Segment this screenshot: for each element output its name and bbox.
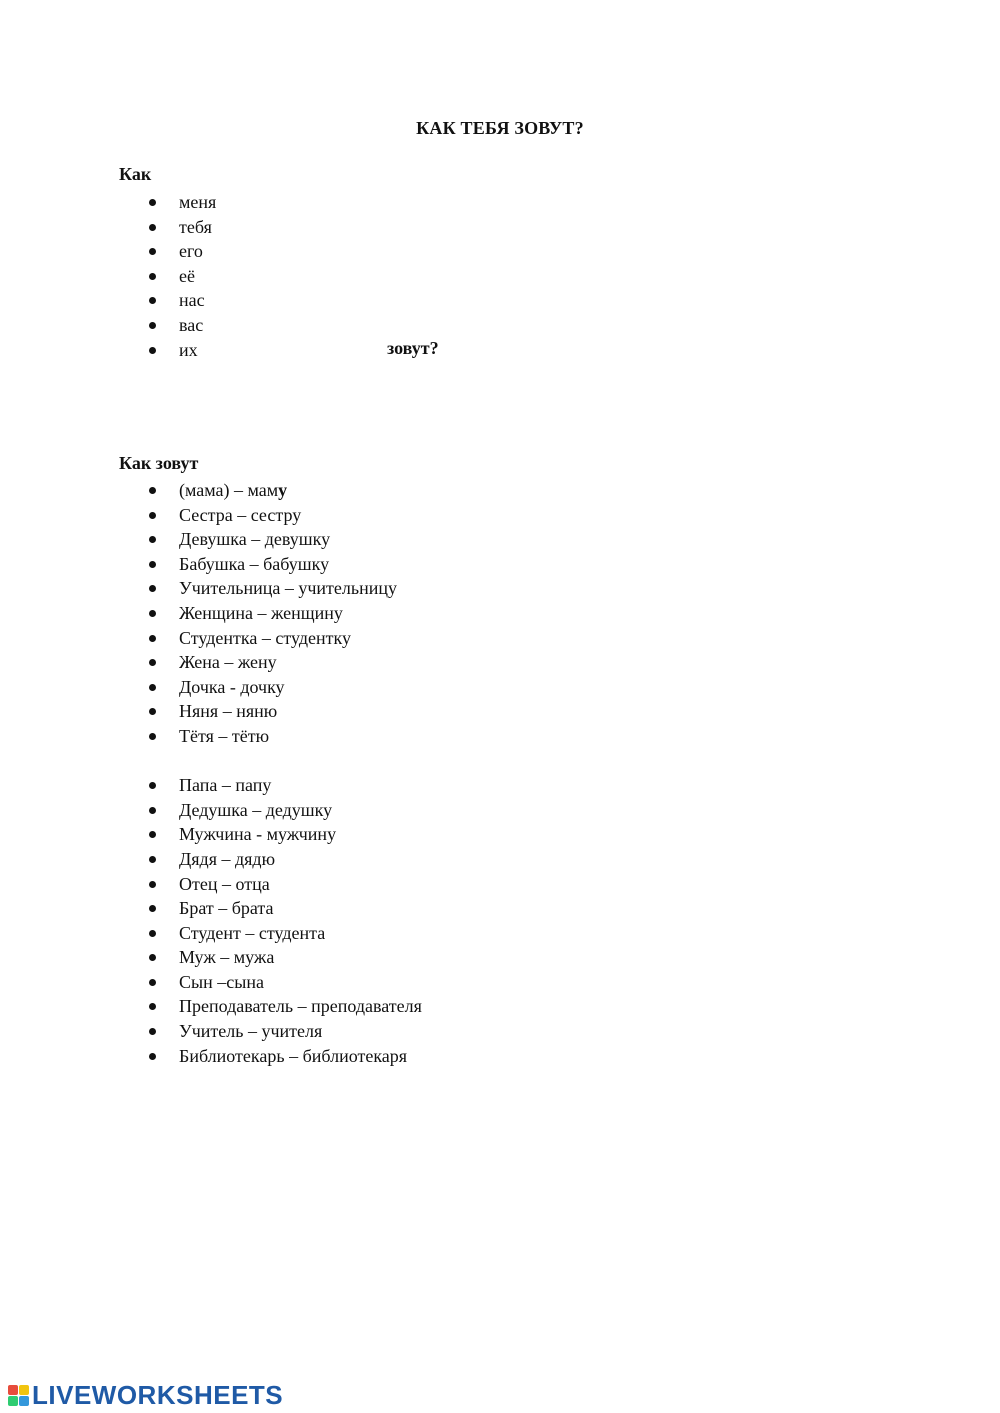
list-item-text: тебя — [179, 216, 212, 237]
list-item — [0, 552, 422, 577]
list-item — [0, 945, 422, 970]
list-item — [0, 190, 216, 215]
list-item — [0, 773, 422, 798]
list-item — [0, 798, 422, 823]
list-item — [0, 503, 422, 528]
list-item — [0, 527, 422, 552]
list-item-text: Учительница – учительницу — [179, 578, 397, 599]
list-item-text: Отец – отца — [179, 873, 270, 894]
list-item — [0, 921, 422, 946]
noun-list — [0, 478, 422, 1068]
list-item-text: Дедушка – дедушку — [179, 799, 333, 820]
list-item-text: Тётя – тётю — [179, 725, 270, 746]
ending-highlight: у — [278, 480, 288, 500]
list-item-text: Бабушка – бабушку — [179, 553, 330, 574]
list-item-text: Студентка – студентку — [179, 627, 351, 648]
list-item-text: Дочка - дочку — [179, 676, 285, 697]
list-item-text: Няня – няню — [179, 701, 278, 722]
zovut-question: зовут? — [387, 338, 439, 358]
list-item-text: нас — [179, 290, 205, 311]
list-item-text: Мужчина - мужчину — [179, 824, 337, 845]
list-item-text: Преподаватель – преподавателя — [179, 996, 422, 1017]
list-spacer — [0, 749, 422, 774]
list-item — [0, 896, 422, 921]
list-item — [0, 970, 422, 995]
list-item — [0, 822, 422, 847]
section-heading-kak: Как — [119, 164, 152, 184]
list-item — [0, 264, 216, 289]
list-item-text: Сын –сына — [179, 971, 264, 992]
list-item-text: (мама) – мам — [179, 480, 279, 500]
list-item — [0, 601, 422, 626]
list-item-text: их — [179, 339, 198, 360]
list-item-text: её — [179, 265, 195, 286]
list-item-text: меня — [179, 192, 217, 212]
list-item-text: Папа – папу — [179, 775, 272, 796]
list-item — [0, 994, 422, 1019]
list-item — [0, 1044, 422, 1069]
list-item — [0, 847, 422, 872]
list-item-text: вас — [179, 314, 204, 335]
liveworksheets-logo — [8, 1380, 283, 1410]
list-item — [0, 215, 216, 240]
list-item-text: Женщина – женщину — [179, 602, 343, 623]
list-item — [0, 650, 422, 675]
list-item — [0, 288, 216, 313]
logo-blocks-icon — [8, 1385, 29, 1406]
list-item — [0, 338, 216, 363]
list-item — [0, 313, 216, 338]
list-item — [0, 576, 422, 601]
list-item — [0, 872, 422, 897]
list-item — [0, 478, 422, 503]
list-item-text: его — [179, 241, 203, 262]
list-item — [0, 675, 422, 700]
list-item-text: Брат – брата — [179, 898, 274, 919]
list-item-text: Учитель – учителя — [179, 1021, 323, 1042]
list-item-text: Девушка – девушку — [179, 529, 331, 550]
list-item-text: Студент – студента — [179, 922, 326, 943]
page-title: КАК ТЕБЯ ЗОВУТ? — [416, 118, 584, 138]
list-item-text: Жена – жену — [179, 652, 277, 673]
list-item-text: Сестра – сестру — [179, 504, 302, 525]
list-item — [0, 724, 422, 749]
section-heading-kak-zovut: Как зовут — [119, 453, 199, 473]
list-item-text: Дядя – дядю — [179, 848, 276, 869]
pronoun-list — [0, 190, 216, 362]
list-item — [0, 239, 216, 264]
list-item — [0, 1019, 422, 1044]
list-item-text: Муж – мужа — [179, 947, 275, 968]
list-item — [0, 699, 422, 724]
logo-text: LIVEWORKSHEETS — [32, 1379, 284, 1410]
list-item — [0, 626, 422, 651]
list-item-text: Библиотекарь – библиотекаря — [179, 1045, 408, 1066]
